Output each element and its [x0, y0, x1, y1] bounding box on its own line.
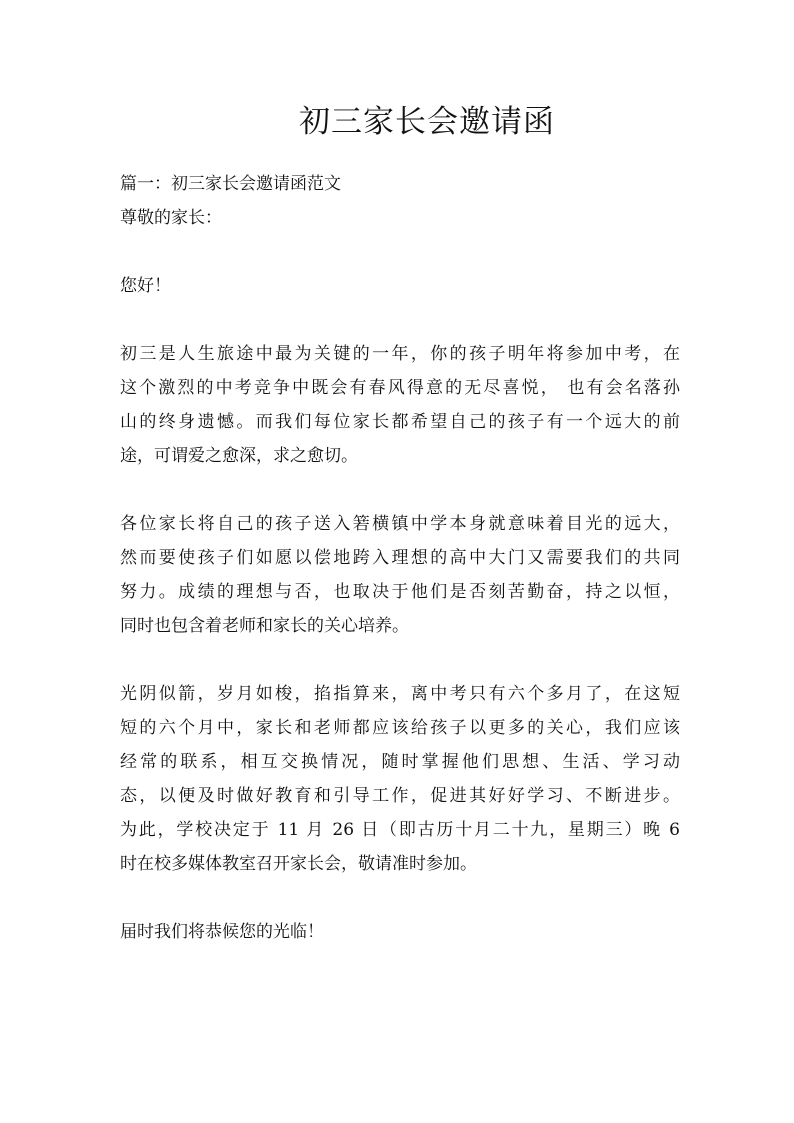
- blank-line: [120, 643, 680, 677]
- closing: 届时我们将恭候您的光临！: [120, 922, 324, 942]
- paragraph-line: 山的终身遗憾。而我们每位家长都希望自己的孩子有一个远大的前: [120, 412, 680, 432]
- document-body: [120, 167, 680, 949]
- blank-line: [120, 881, 680, 915]
- paragraph-line: 这个激烈的中考竞争中既会有春风得意的无尽喜悦， 也有会名落孙: [120, 378, 680, 398]
- subtitle: 篇一：初三家长会邀请函范文: [120, 174, 341, 194]
- blank-line: [120, 303, 680, 337]
- paragraph-line: 短的六个月中，家长和老师都应该给孩子以更多的关心，我们应该: [120, 718, 680, 738]
- blank-line: [120, 235, 680, 269]
- salutation: 尊敬的家长：: [120, 208, 222, 228]
- document-title: 初三家长会邀请函: [299, 104, 555, 140]
- paragraph-2: [120, 507, 680, 643]
- paragraph-line: 然而要使孩子们如愿以偿地跨入理想的高中大门又需要我们的共同: [120, 548, 680, 568]
- paragraph-3: [120, 677, 680, 881]
- paragraph-line: 途，可谓爱之愈深，求之愈切。: [120, 446, 358, 466]
- blank-line: [120, 473, 680, 507]
- paragraph-line: 态，以便及时做好教育和引导工作，促进其好好学习、不断进步。: [120, 786, 680, 806]
- paragraph-1: [120, 337, 680, 473]
- paragraph-line: 时在校多媒体教室召开家长会，敬请准时参加。: [120, 854, 477, 874]
- paragraph-line: 各位家长将自己的孩子送入箬横镇中学本身就意味着目光的远大，: [120, 514, 680, 534]
- paragraph-line: 经常的联系，相互交换情况，随时掌握他们思想、生活、学习动: [120, 752, 680, 772]
- paragraph-line: 努力。成绩的理想与否，也取决于他们是否刻苦勤奋，持之以恒，: [120, 582, 680, 602]
- greeting: 您好！: [120, 276, 171, 296]
- paragraph-line: 光阴似箭，岁月如梭，掐指算来，离中考只有六个多月了，在这短: [120, 684, 680, 704]
- paragraph-line: 初三是人生旅途中最为关键的一年，你的孩子明年将参加中考，在: [120, 344, 680, 364]
- paragraph-line: 为此，学校决定于 11 月 26 日（即古历十月二十九，星期三）晚 6: [120, 820, 680, 840]
- paragraph-line: 同时也包含着老师和家长的关心培养。: [120, 616, 409, 636]
